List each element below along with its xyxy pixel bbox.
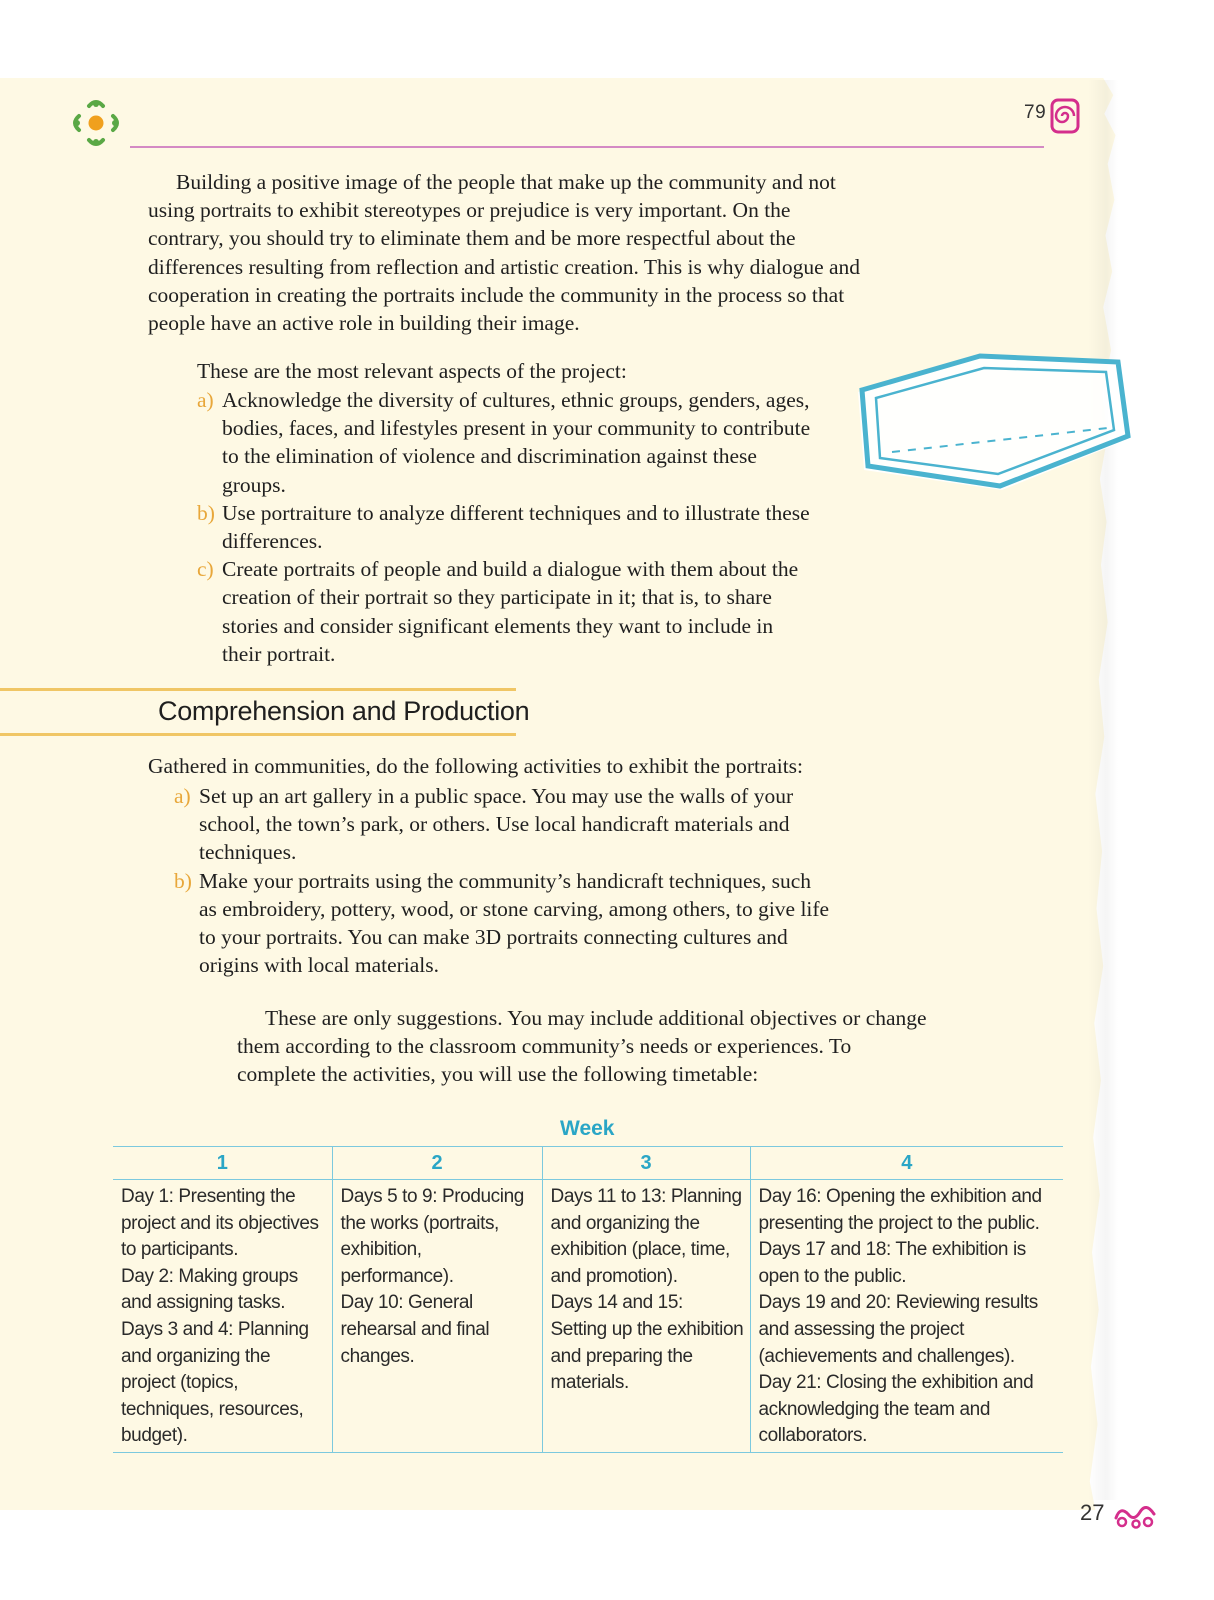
schedule-entry: Days 11 to 13: Planning and organizing the exhibition (place, time, and promotion). xyxy=(550,1186,742,1287)
schedule-entry: Days 14 and 15: Setting up the exhibition and preparing the materials. xyxy=(550,1292,744,1394)
schedule-entry: Day 16: Opening the exhibition and presenting the project to the public. xyxy=(758,1186,1042,1234)
aspects-list xyxy=(197,386,817,668)
week-4-header: 4 xyxy=(750,1147,1063,1180)
list-marker: a) xyxy=(174,784,191,808)
hexagon-tag-sticker xyxy=(852,348,1138,496)
swirl-ornament-icon xyxy=(1112,1500,1158,1530)
week-label: Week xyxy=(560,1117,615,1140)
community-flower-logo-icon xyxy=(70,98,124,150)
list-item xyxy=(197,555,817,668)
timetable xyxy=(113,1146,1063,1453)
list-marker: b) xyxy=(197,500,215,525)
aspects-intro: These are the most relevant aspects of the project: xyxy=(197,359,627,383)
week-1-header: 1 xyxy=(113,1147,332,1180)
paper-edge-shadow xyxy=(1088,80,1118,1500)
list-item-text: Acknowledge the diversity of cultures, ethnic groups, genders, ages, bodies, faces, and lifestyles present in your community to contribute to the elimination of violence and discrimination against these groups. xyxy=(222,388,811,497)
section-rule-top xyxy=(0,688,516,691)
week-2-header: 2 xyxy=(332,1147,542,1180)
week-4-cell xyxy=(750,1180,1063,1453)
list-item xyxy=(174,782,834,867)
list-item-text: Create portraits of people and build a dialogue with them about the creation of their portrait so they participate in it; that is, to share stories and consider significant elements they want to include in their portrait. xyxy=(222,557,799,666)
table-row xyxy=(113,1180,1063,1453)
suggestions-text: These are only suggestions. You may include additional objectives or change them according to the classroom community’s needs or experiences. To complete the activities, you will use the following timetable: xyxy=(237,1006,927,1087)
header-rule xyxy=(130,146,1044,148)
list-marker: b) xyxy=(174,868,192,893)
list-item xyxy=(197,386,817,499)
list-item-text: Make your portraits using the community’s handicraft techniques, such as embroidery, pottery, wood, or stone carving, among others, to give life to your portraits. You can make 3D portraits connecting cultures and origins with local materials. xyxy=(199,868,830,978)
list-item-text: Use portraiture to analyze different techniques and to illustrate these differences. xyxy=(222,500,810,554)
spiral-ornament-icon xyxy=(1050,98,1080,134)
list-item xyxy=(174,867,834,980)
week-3-header: 3 xyxy=(542,1147,750,1180)
activities-intro: Gathered in communities, do the following activities to exhibit the portraits: xyxy=(148,754,804,778)
schedule-entry: Day 21: Closing the exhibition and acknowledging the team and collaborators. xyxy=(758,1372,1034,1447)
activities-list xyxy=(174,782,834,979)
suggestions-paragraph xyxy=(237,1004,927,1089)
section-rule-bottom xyxy=(0,733,516,736)
schedule-entry: Days 5 to 9: Producing the works (portraits, exhibition, performance). xyxy=(340,1186,524,1287)
section-title: Comprehension and Production xyxy=(158,696,530,726)
timetable-header-row xyxy=(113,1147,1063,1180)
intro-paragraph: Building a positive image of the people that make up the community and not using portraits to exhibit stereotypes or prejudice is very important. On the contrary, you should try to eliminate them and be more respectful about the differences resulting from reflection and artistic creation. This is why dialogue and cooperation in creating the portraits include the community in the process so that people have an active role in building their image. xyxy=(148,170,861,336)
week-3-cell xyxy=(542,1180,750,1453)
schedule-entry: Days 17 and 18: The exhibition is open to the public. xyxy=(758,1239,1026,1287)
schedule-entry: Days 19 and 20: Reviewing results and assessing the project (achievements and challenges). xyxy=(758,1292,1038,1367)
page-number-bottom: 27 xyxy=(1080,1500,1105,1525)
page-number-top: 79 xyxy=(1024,102,1047,123)
week-1-cell xyxy=(113,1180,332,1453)
schedule-entry: Day 10: General rehearsal and final changes. xyxy=(340,1292,490,1367)
schedule-entry: Day 2: Making groups and assigning tasks. xyxy=(121,1265,298,1314)
schedule-entry: Days 3 and 4: Planning and organizing the project (topics, techniques, resources, budget). xyxy=(121,1318,309,1447)
list-marker: c) xyxy=(197,557,214,582)
schedule-entry: Day 1: Presenting the project and its objectives to participants. xyxy=(121,1186,319,1261)
week-2-cell xyxy=(332,1180,542,1453)
list-item xyxy=(197,499,817,555)
list-item-text: Set up an art gallery in a public space. You may use the walls of your school, the town’s park, or others. Use local handicraft materials and techniques. xyxy=(199,784,794,865)
list-marker: a) xyxy=(197,388,214,412)
